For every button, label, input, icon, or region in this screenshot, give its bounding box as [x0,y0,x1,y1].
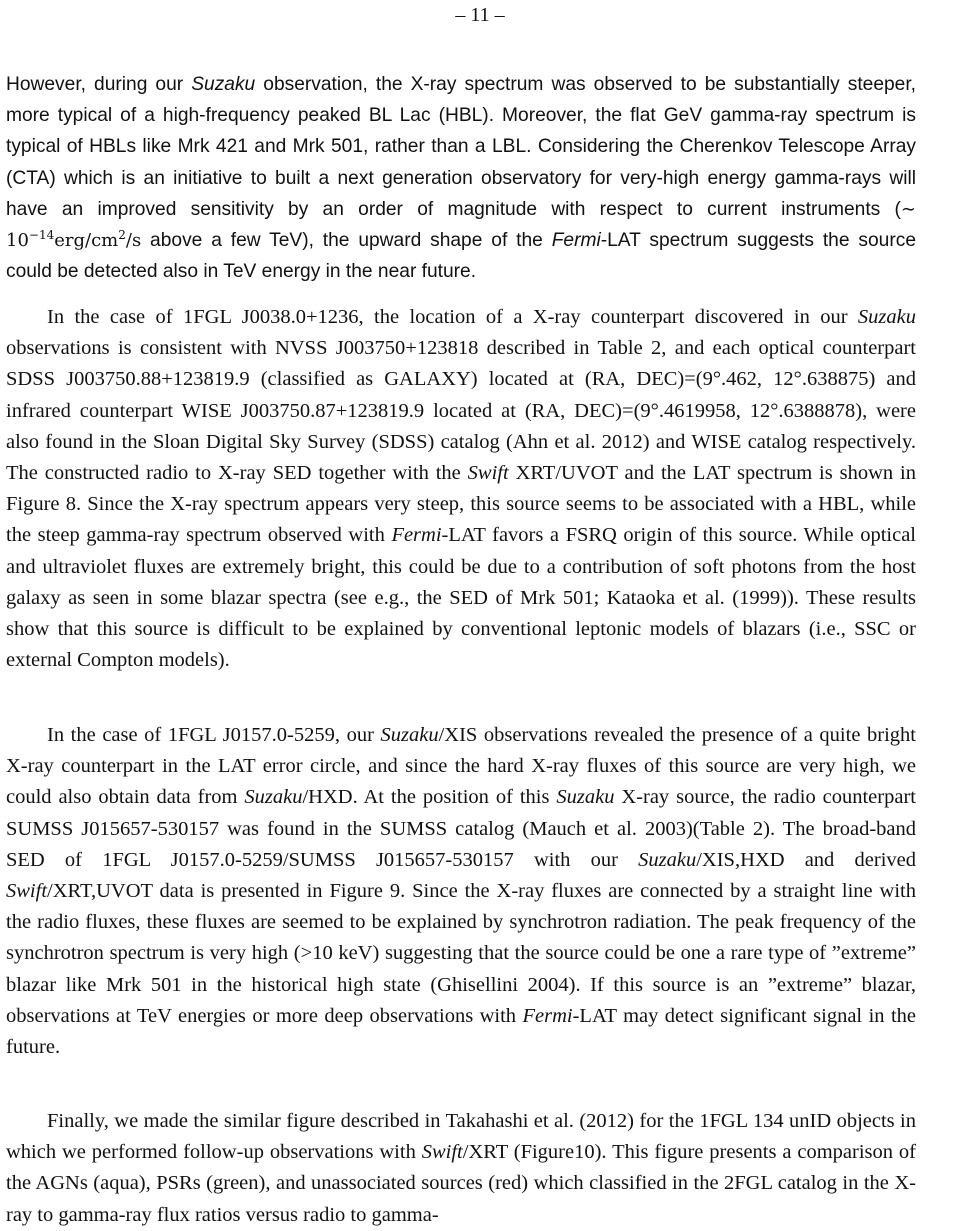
sensitivity-formula: ∼ $10^{-14}erg/cm^2/s$ [6,198,916,252]
fermi-term: Fermi [522,1004,573,1027]
swift-term: Swift [6,880,48,903]
suzaku-term: Suzaku [191,74,256,95]
suzaku-term: Suzaku [380,724,439,746]
swift-term: Swift [467,462,509,485]
suzaku-term: Suzaku [857,306,916,328]
paragraph-1 [6,69,916,287]
p1-text-d: -LAT spectrum suggests the source could be detected also in TeV energy in the near future. [6,230,916,283]
p1-text-a: However, during our [6,74,192,95]
paragraph-3: In the case of 1FGL J0157.0-5259, our Suzaku/XIS observations revealed the presence of a quite bright X-ray counterpart in the LAT error circle, and since the hard X-ray fluxes of this source are very high, we could also obtain data from Suzaku/HXD. At the position of this Suzaku X-ray source, the radio counterpart SUMSS J015657-530157 was found in the SUMSS catalog (Mauch et al. 2003)(Table 2). The broad-band SED of 1FGL J0157.0-5259/SUMSS J015657-530157 with our Suzaku/XIS,HXD and derived Swift/XRT,UVOT data is presented in Figure 9. Since the X-ray fluxes are connected by a straight line with the radio fluxes, these fluxes are seemed to be explained by synchrotron radiation. The peak frequency of the synchrotron spectrum is very high (>10 keV) suggesting that the source could be one a rare type of ”extreme” blazar like Mrk 501 in the historical high state (Ghisellini 2004). If this source is an ”extreme” blazar, observations at TeV energies or more deep observations with Fermi-LAT may detect significant signal in the future. [6,724,916,1059]
fermi-term: Fermi [551,230,601,252]
suzaku-term: Suzaku [244,786,303,809]
p1-text-b: observation, the X-ray spectrum was observed to be substantially steeper, more typical of a high-frequency peaked BL Lac (HBL). Moreover, the flat GeV gamma-ray spectrum is typical of HBLs like Mrk 421 and Mrk 501, rather than a LBL. Considering the Cherenkov Telescope Array (CTA) which is an initiative to built a next generation observatory for very-high energy gamma-rays will have an improved sensitivity by an order of magnitude with respect to current instruments ( [6,74,917,220]
paragraph-4: Finally, we made the similar figure described in Takahashi et al. (2012) for the 1FGL 134 unID objects in which we performed follow-up observations with Swift/XRT (Figure10). This figure presents a comparison of the AGNs (aqua), PSRs (green), and unassociated sources (red) which classified in the 2FGL catalog in the X-ray to gamma-ray flux ratios versus radio to gamma- [6,1110,916,1226]
p1-text-c: above a few TeV), the upward shape of the [141,230,552,252]
swift-term: Swift [421,1141,463,1164]
fermi-term: Fermi [391,524,442,547]
paragraph-2: In the case of 1FGL J0038.0+1236, the location of a X-ray counterpart discovered in our Suzaku observations is consistent with NVSS J003750+123818 described in Table 2, and each optical counterpart SDSS J003750.88+123819.9 (classified as GALAXY) located at (RA, DEC)=(9°.462, 12°.638875) and infrared counterpart WISE J003750.87+123819.9 located at (RA, DEC)=(9°.4619958, 12°.6388878), were also found in the Sloan Digital Sky Survey (SDSS) catalog (Ahn et al. 2012) and WISE catalog respectively. The constructed radio to X-ray SED together with the Swift XRT/UVOT and the LAT spectrum is shown in Figure 8. Since the X-ray spectrum appears very steep, this source seems to be associated with a HBL, while the steep gamma-ray spectrum observed with Fermi-LAT favors a FSRQ origin of this source. While optical and ultraviolet fluxes are extremely bright, this could be due to a contribution of soft photons from the host galaxy as seen in some blazar spectra (see e.g., the SED of Mrk 501; Kataoka et al. (1999)). These results show that this source is difficult to be explained by conventional leptonic models of blazars (i.e., SSC or external Compton models). [6,306,916,672]
page-number: – 11 – [455,4,505,26]
suzaku-term: Suzaku [638,848,697,871]
suzaku-term: Suzaku [556,786,615,809]
